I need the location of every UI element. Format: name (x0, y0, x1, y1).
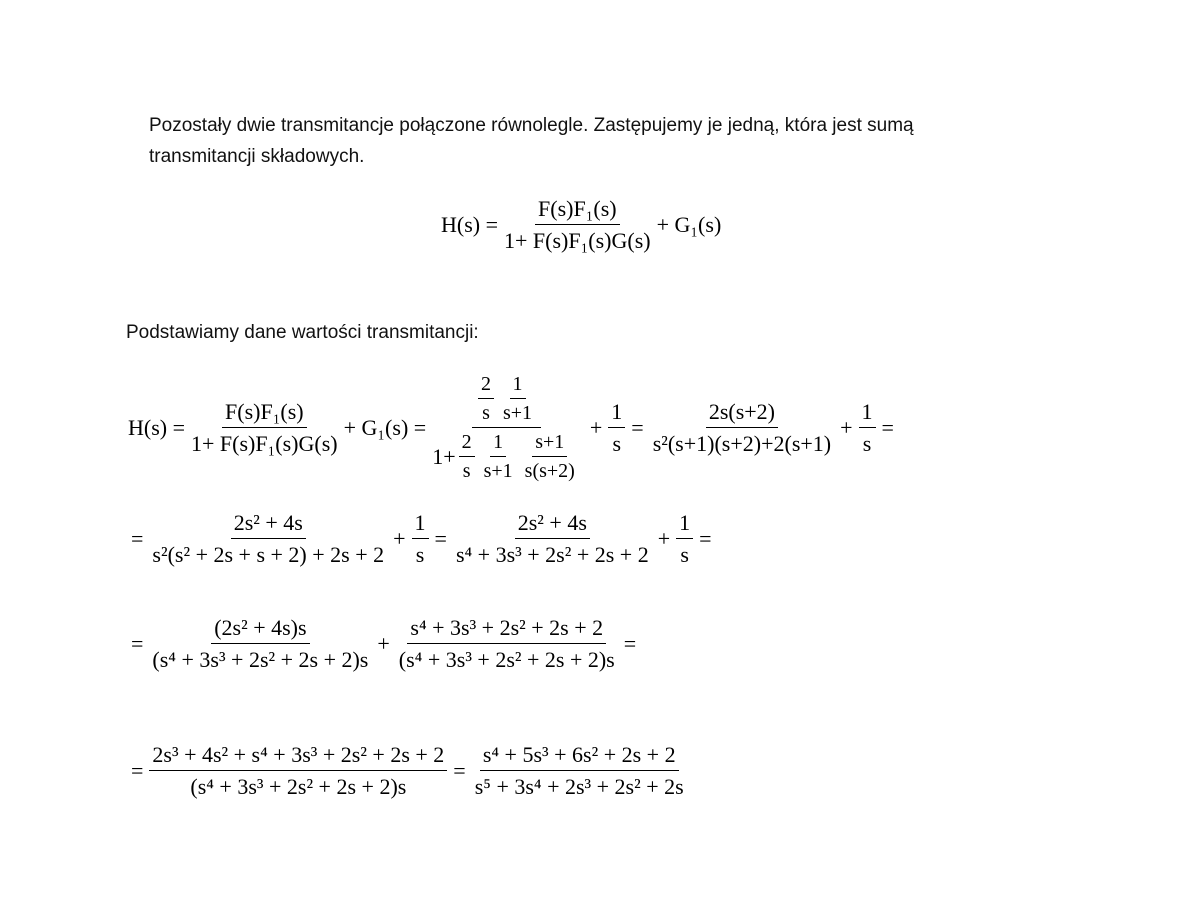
compound-den-a-num: 2 (459, 431, 475, 457)
line1-eq2: = (881, 415, 894, 440)
line2-frac2-den: s⁴ + 3s³ + 2s² + 2s + 2 (455, 542, 649, 567)
line1-plus2: + (840, 415, 853, 440)
compound-den-b-num: 1 (490, 431, 506, 457)
formula-tail: + G₁(s) (656, 212, 722, 237)
formula-denominator: 1+ F(s)F₁(s)G(s) (504, 228, 651, 253)
intro-paragraph (149, 110, 1049, 172)
line1-one-over-s-2 (859, 399, 876, 457)
compound-num-a-den: s (482, 402, 490, 424)
line4-frac1-den: (s⁴ + 3s³ + 2s² + 2s + 2)s (190, 774, 407, 799)
compound-den-c-den: s(s+2) (524, 460, 575, 482)
line1-one-num: 1 (608, 399, 625, 428)
line2-frac1 (149, 510, 387, 568)
line1-compound-fraction (429, 373, 584, 483)
line2-frac2 (453, 510, 652, 568)
compound-num-b-num: 1 (510, 373, 526, 399)
line3-eq2: = (623, 631, 637, 656)
derivation-line-1 (128, 373, 897, 483)
derivation-line-2 (128, 510, 715, 568)
line1-one2-den: s (862, 431, 872, 456)
line3-plus: + (377, 631, 390, 656)
compound-den-b (481, 431, 516, 483)
line1-frac1-den: 1+ F(s)F₁(s)G(s) (191, 431, 338, 456)
line1-mid: + G₁(s) = (343, 415, 427, 440)
line1-frac3-den: s²(s+1)(s+2)+2(s+1) (652, 431, 832, 456)
line1-plus: + (589, 415, 603, 440)
substitute-heading: Podstawiamy dane wartości transmitancji: (126, 322, 479, 343)
line1-frac1 (188, 399, 341, 457)
line2-eq2: = (434, 526, 447, 551)
line2-one-over-s-2 (676, 510, 693, 568)
line1-one2-num: 1 (859, 399, 876, 428)
line1-frac3 (650, 399, 834, 457)
line1-eq: = (631, 415, 644, 440)
line3-frac1-num: (2s² + 4s)s (211, 615, 309, 644)
compound-den-b-den: s+1 (483, 460, 513, 482)
compound-den-c (522, 431, 578, 483)
line1-compound-num (472, 373, 541, 428)
formula-lhs: H(s) = (441, 212, 499, 237)
compound-num-b-den: s+1 (502, 402, 533, 424)
derivation-line-4 (128, 742, 690, 800)
line3-frac2-den: (s⁴ + 3s³ + 2s² + 2s + 2)s (398, 647, 615, 672)
line1-lhs: H(s) = (128, 415, 186, 440)
derivation-line-3 (128, 615, 639, 673)
line3-eq: = (131, 631, 144, 656)
line2-plus2: + (657, 526, 671, 551)
line2-one2-num: 1 (676, 510, 693, 539)
compound-den-c-num: s+1 (532, 431, 567, 457)
formula-numerator: F(s)F₁(s) (535, 196, 620, 225)
formula-fraction (501, 196, 654, 254)
line2-one-over-s (412, 510, 429, 568)
line1-frac3-num: 2s(s+2) (706, 399, 778, 428)
line4-eq: = (131, 758, 144, 783)
intro-line-1: Pozostały dwie transmitancje połączone równolegle. Zastępujemy je jedną, która jest sumą (149, 115, 914, 136)
line4-frac1-num: 2s³ + 4s² + s⁴ + 3s³ + 2s² + 2s + 2 (149, 742, 447, 771)
line2-eq: = (131, 526, 144, 551)
line4-frac1 (149, 742, 447, 800)
formula-transfer-function (441, 196, 721, 254)
line3-frac2 (396, 615, 618, 673)
compound-num-a (478, 373, 494, 425)
line2-one-num: 1 (412, 510, 429, 539)
line2-frac2-num: 2s² + 4s (515, 510, 590, 539)
line2-plus: + (393, 526, 406, 551)
line1-compound-den (429, 428, 584, 483)
compound-den-prefix: 1+ (432, 444, 456, 469)
compound-den-a-den: s (462, 460, 471, 482)
line2-one2-den: s (680, 542, 689, 567)
line4-frac2 (472, 742, 687, 800)
line1-one-over-s (608, 399, 625, 457)
line4-frac2-den: s⁵ + 3s⁴ + 2s³ + 2s² + 2s (474, 774, 684, 799)
line3-frac1 (149, 615, 371, 673)
compound-num-b (500, 373, 535, 425)
intro-line-2: transmitancji składowych. (149, 146, 365, 167)
line4-eq2: = (453, 758, 466, 783)
compound-den-a (459, 431, 475, 483)
compound-num-a-num: 2 (478, 373, 494, 399)
line4-frac2-num: s⁴ + 5s³ + 6s² + 2s + 2 (480, 742, 679, 771)
line2-frac1-den: s²(s² + 2s + s + 2) + 2s + 2 (152, 542, 385, 567)
line1-frac1-num: F(s)F₁(s) (222, 399, 307, 428)
line2-frac1-num: 2s² + 4s (231, 510, 306, 539)
line2-one-den: s (415, 542, 425, 567)
line3-frac2-num: s⁴ + 3s³ + 2s² + 2s + 2 (407, 615, 606, 644)
line1-one-den: s (612, 431, 622, 456)
line2-eq3: = (699, 526, 712, 551)
line3-frac1-den: (s⁴ + 3s³ + 2s² + 2s + 2)s (152, 647, 369, 672)
